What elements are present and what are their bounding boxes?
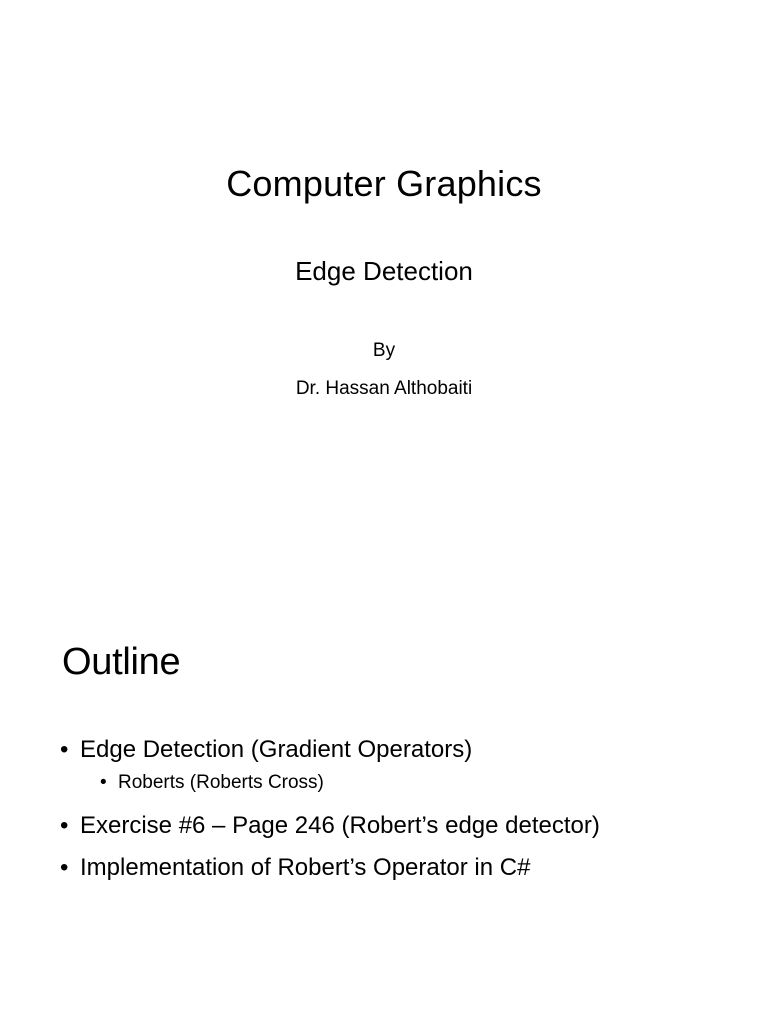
- slide-subtitle: Edge Detection: [295, 256, 473, 286]
- by-label: By: [372, 340, 396, 361]
- outline-slide: [0, 512, 768, 1024]
- slide-title: Computer Graphics: [226, 163, 542, 204]
- list-item-text: Implementation of Robert’s Operator in C#: [80, 854, 531, 881]
- list-item-text: Exercise #6 – Page 246 (Robert’s edge detector): [80, 812, 600, 839]
- list-item-text: Roberts (Roberts Cross): [118, 772, 324, 793]
- bullet-icon: •: [60, 854, 69, 881]
- list-item: [100, 770, 324, 796]
- list-item-text: Edge Detection (Gradient Operators): [80, 736, 473, 763]
- bullet-icon: •: [60, 812, 69, 839]
- bullet-icon: •: [100, 772, 107, 793]
- list-item: [60, 852, 530, 884]
- list-item: [60, 734, 472, 766]
- outline-title: Outline: [62, 641, 181, 683]
- bullet-icon: •: [60, 736, 69, 763]
- author-name: Dr. Hassan Althobaiti: [295, 378, 473, 399]
- list-item: [60, 810, 600, 842]
